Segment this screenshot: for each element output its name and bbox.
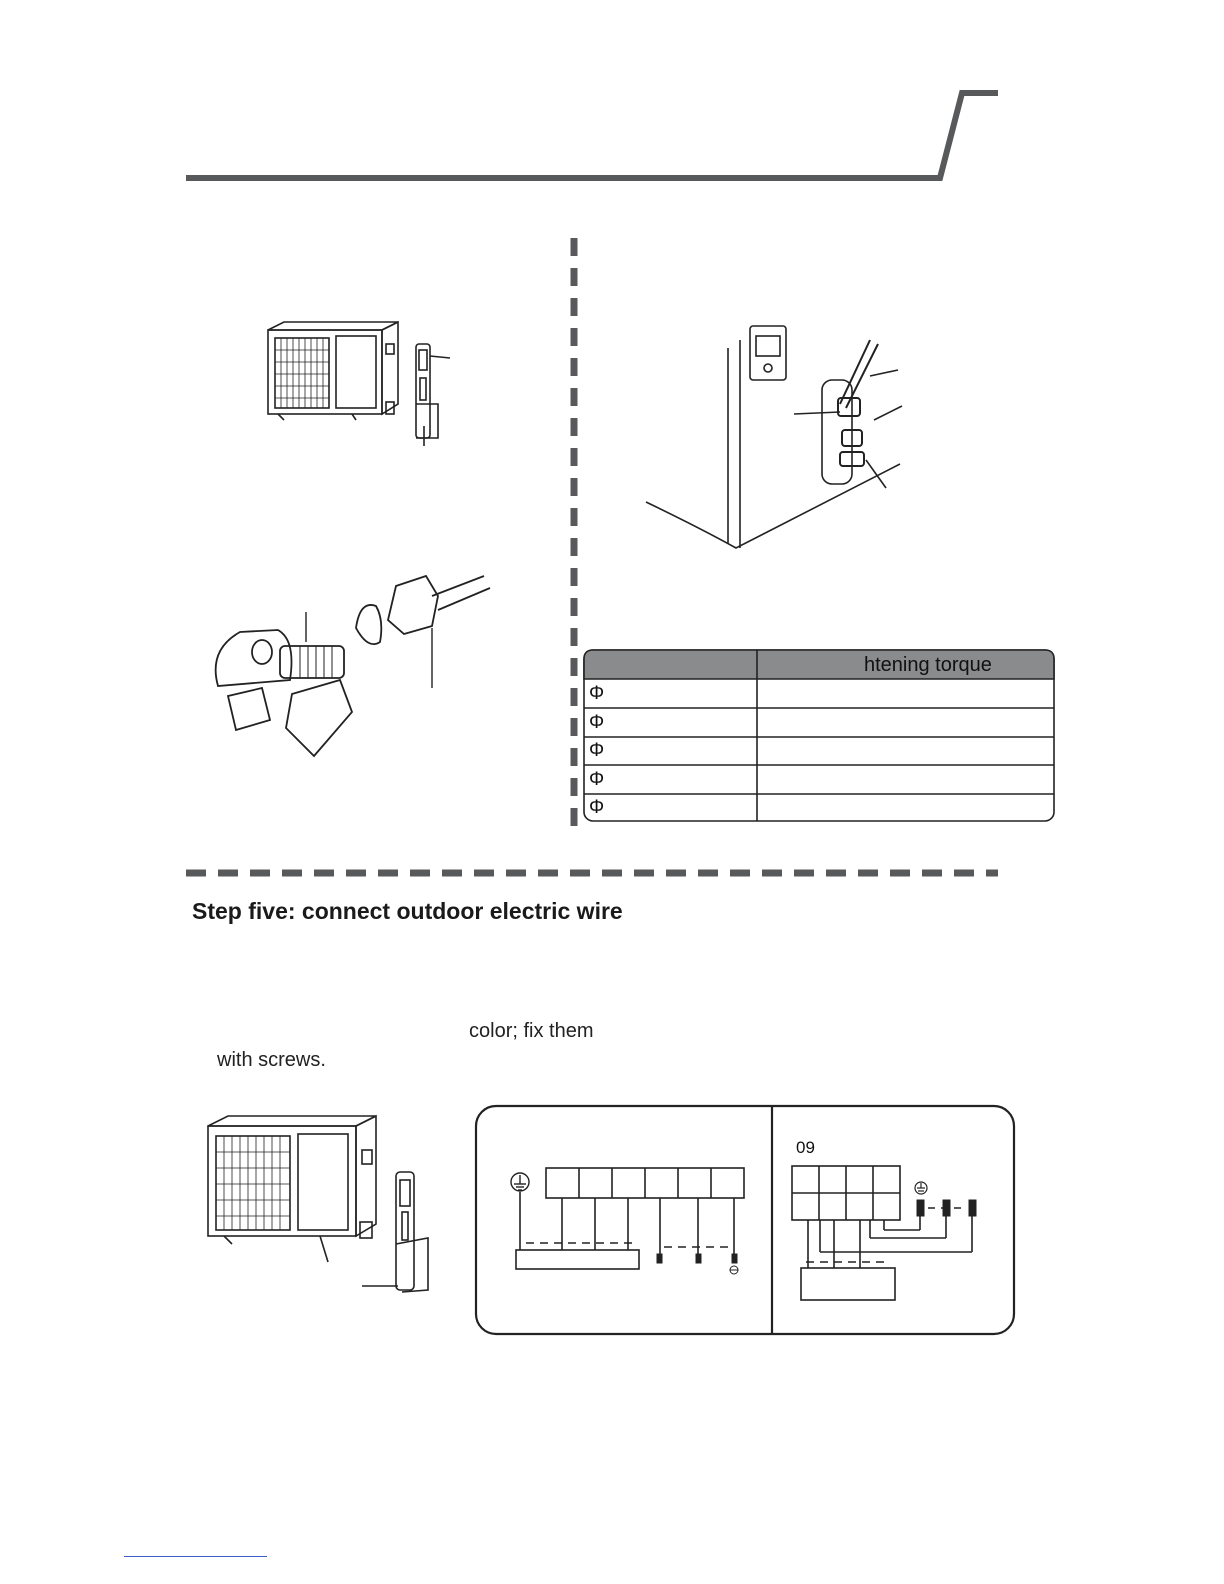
outdoor-unit-illustration-top — [268, 322, 450, 446]
header-rule — [186, 93, 998, 178]
torque-row-5-symbol: Φ — [589, 797, 605, 818]
valve-flare-illustration — [216, 576, 490, 756]
unit-valve-closeup-illustration — [646, 326, 902, 548]
wiring-diagram — [476, 1106, 1014, 1334]
torque-row-2-symbol: Φ — [589, 712, 605, 733]
torque-row-3-symbol: Φ — [589, 740, 605, 761]
ground-symbol-right — [915, 1182, 927, 1194]
torque-row-1-symbol: Φ — [589, 683, 605, 704]
instruction-text-line-1: color; fix them — [469, 1020, 594, 1042]
torque-row-4-symbol: Φ — [589, 769, 605, 790]
outdoor-unit-illustration-bottom — [208, 1116, 428, 1292]
terminal-block-right — [792, 1166, 900, 1220]
terminal-block-left — [546, 1168, 744, 1198]
instruction-text-line-2: with screws. — [217, 1049, 326, 1071]
wiring-diagram-label: 09 — [796, 1138, 815, 1157]
torque-table-header-right: htening torque — [864, 654, 992, 676]
footer-link-underline — [124, 1556, 267, 1557]
ground-symbol-left — [511, 1173, 529, 1191]
ground-symbol-small-left — [730, 1266, 738, 1274]
section-heading: Step five: connect outdoor electric wire — [192, 898, 623, 924]
